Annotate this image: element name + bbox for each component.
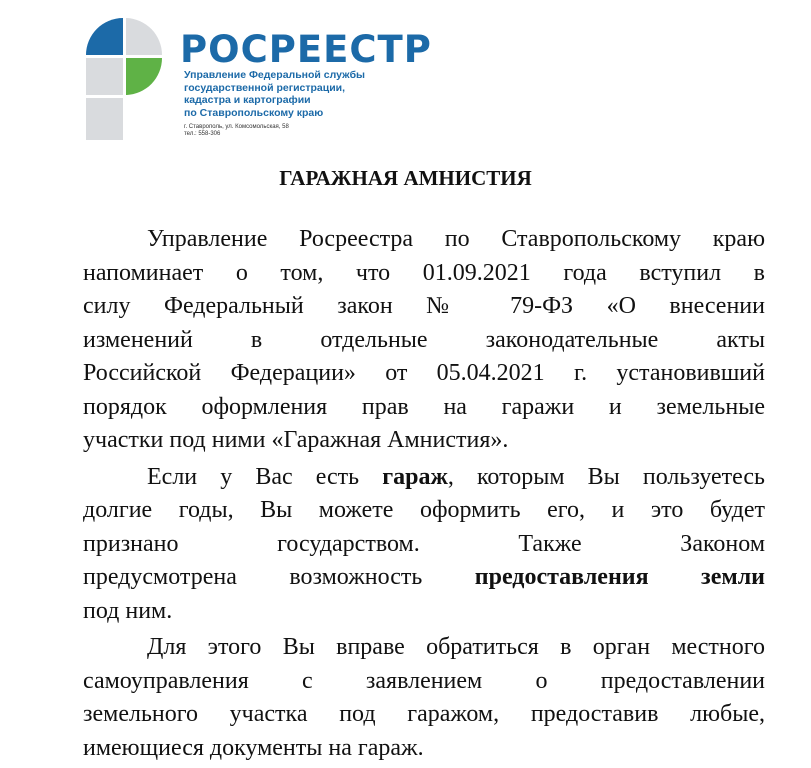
text-line: Российской Федерации» от 05.04.2021 г. установивший [83, 360, 765, 386]
text-line: признано государством. Также Законом [83, 530, 765, 557]
paragraph-2 [83, 461, 765, 629]
text-line: самоуправления с заявлением о предоставлении [83, 667, 765, 694]
text-line: Управление Росреестра по Ставропольскому краю [147, 226, 765, 252]
logo-blue-segment [86, 18, 123, 55]
text-line [83, 561, 765, 595]
bold-text: гараж [382, 463, 448, 490]
text-line: под ним. [83, 597, 173, 624]
text-line: изменений в отдельные законодательные акты [83, 326, 765, 353]
logo-gray-segment [86, 58, 123, 95]
text-line: силу Федеральный закон № 79-ФЗ «О внесении [83, 293, 765, 319]
agency-address [184, 124, 289, 138]
agency-name [184, 69, 365, 119]
address-line: г. Ставрополь, ул. Комсомольская, 58 [184, 124, 289, 130]
text-line: Для этого Вы вправе обратиться в орган местного [147, 634, 765, 660]
text-line: участки под ними «Гаражная Амнистия». [83, 427, 509, 453]
logo-green-segment [126, 58, 162, 95]
logo-gray-segment [86, 98, 123, 140]
text-line: имеющиеся документы на гараж. [83, 734, 424, 761]
text-line: земельного участка под гаражом, предоставив любые, [83, 701, 765, 727]
text-line: напоминает о том, что 01.09.2021 года вступил в [83, 259, 765, 286]
bold-text: предоставления земли [474, 564, 765, 590]
agency-line: по Ставропольскому краю [184, 106, 324, 119]
text-line: порядок оформления прав на гаражи и земельные [83, 393, 765, 420]
text-span: Если у Вас есть [147, 463, 383, 490]
paragraph-1 [83, 223, 765, 458]
text-span: , которым Вы пользуетесь [447, 463, 766, 490]
agency-line: Управление Федеральной службы [184, 69, 366, 81]
logo-gray-segment [126, 18, 162, 55]
agency-line: государственной регистрации, [184, 81, 346, 94]
text-line [83, 461, 765, 495]
document-title: ГАРАЖНАЯ АМНИСТИЯ [279, 166, 532, 190]
brand-name: РОСРЕЕСТР [180, 28, 432, 71]
text-span: предусмотрена возможность [83, 564, 475, 590]
phone-line: тел.: 558-306 [184, 131, 221, 137]
agency-line: кадастра и картографии [184, 94, 311, 106]
paragraph-3 [83, 631, 765, 765]
rosreestr-logo [86, 18, 162, 140]
document-body [83, 223, 765, 765]
text-line: долгие годы, Вы можете оформить его, и это будет [83, 497, 765, 523]
